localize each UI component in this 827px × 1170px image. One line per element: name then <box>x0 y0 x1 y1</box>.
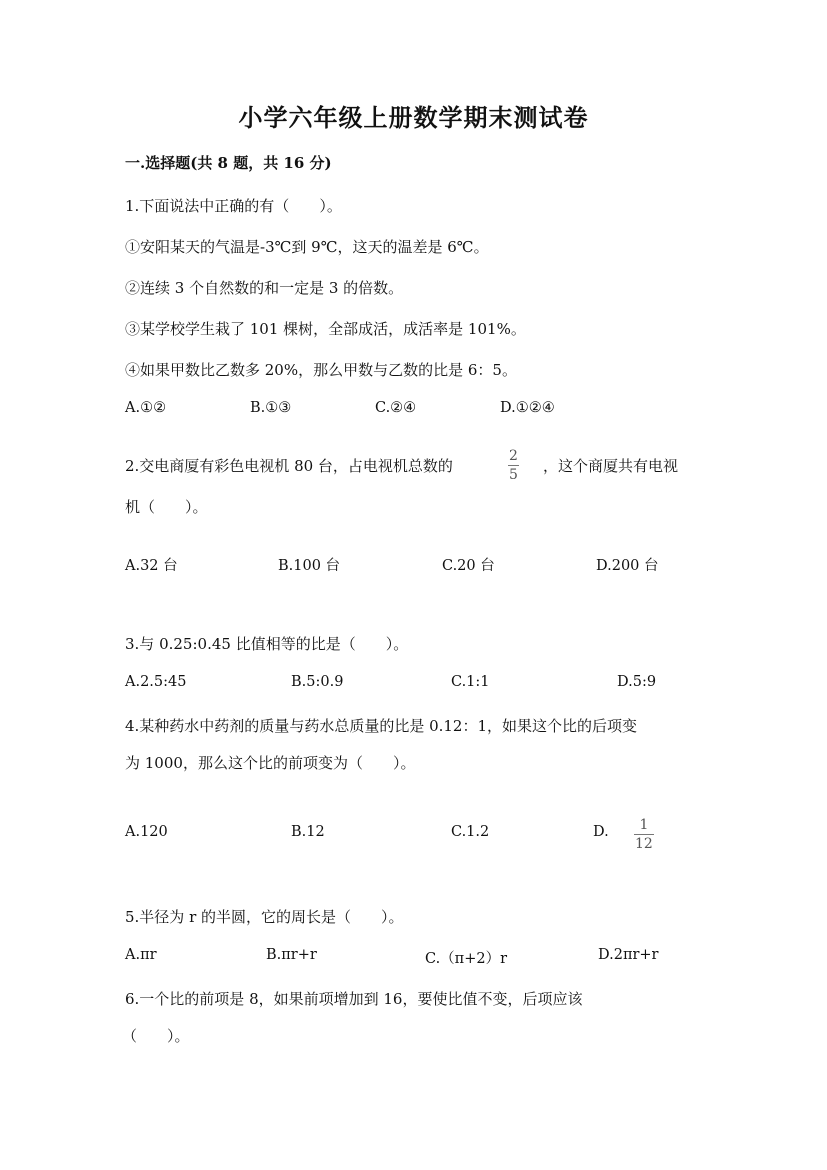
question-4-option-d: D. <box>593 824 609 840</box>
question-4-stem-part-1: 4.某种药水中药剂的质量与药水总质量的比是 0.12：1，如果这个比的后项变 <box>125 717 638 735</box>
question-1-statement-2: ②连续 3 个自然数的和一定是 3 的倍数。 <box>125 279 404 297</box>
question-2-stem-part-2: ，这个商厦共有电视 <box>543 457 679 475</box>
question-1-stem: 1.下面说法中正确的有（ ）。 <box>125 197 342 215</box>
question-2-fraction <box>508 448 519 483</box>
question-1-option-b: B.①③ <box>250 400 292 416</box>
question-6-stem-part-1: 6.一个比的前项是 8，如果前项增加到 16，要使比值不变，后项应该 <box>125 990 583 1008</box>
question-2-fraction-denominator: 5 <box>509 467 518 483</box>
question-5-stem: 5.半径为 r 的半圆，它的周长是（ ）。 <box>125 908 404 926</box>
question-1-option-c: C.②④ <box>375 400 417 416</box>
question-4-option-b: B.12 <box>291 824 325 840</box>
question-1-statement-1: ①安阳某天的气温是-3℃到 9℃，这天的温差是 6℃。 <box>125 238 489 256</box>
question-4-option-d-fraction <box>634 817 654 852</box>
question-5-option-c: C.（π+2）r <box>425 951 508 967</box>
question-2-fraction-numerator: 2 <box>509 448 518 464</box>
question-3-option-c: C.1:1 <box>451 674 490 690</box>
question-2-stem-part-3: 机（ ）。 <box>125 498 208 516</box>
question-1-option-d: D.①②④ <box>500 400 555 416</box>
section-heading: 一.选择题(共 8 题，共 16 分) <box>125 154 332 172</box>
question-1-statement-3: ③某学校学生栽了 101 棵树，全部成活，成活率是 101%。 <box>125 320 526 338</box>
question-4-fraction-numerator: 1 <box>639 817 649 833</box>
question-3-option-b: B.5:0.9 <box>291 674 344 690</box>
question-4-fraction-denominator: 12 <box>635 836 653 852</box>
question-5-option-d: D.2πr+r <box>598 947 659 963</box>
question-1-statement-4: ④如果甲数比乙数多 20%，那么甲数与乙数的比是 6：5。 <box>125 361 517 379</box>
question-2-option-d: D.200 台 <box>596 558 659 574</box>
question-2-option-c: C.20 台 <box>442 558 495 574</box>
question-3-stem: 3.与 0.25:0.45 比值相等的比是（ ）。 <box>125 635 409 653</box>
question-1-option-a: A.①② <box>125 400 167 416</box>
question-4-stem-part-2: 为 1000，那么这个比的前项变为（ ）。 <box>125 754 416 772</box>
question-2-stem-part-1: 2.交电商厦有彩色电视机 80 台，占电视机总数的 <box>125 457 453 475</box>
question-2-option-a: A.32 台 <box>125 558 178 574</box>
question-4-option-a: A.120 <box>125 824 168 840</box>
question-2-option-b: B.100 台 <box>278 558 341 574</box>
question-3-option-a: A.2.5:45 <box>125 674 187 690</box>
page-title: 小学六年级上册数学期末测试卷 <box>238 103 589 132</box>
fraction-bar <box>508 465 519 466</box>
question-5-option-b: B.πr+r <box>266 947 317 963</box>
question-3-option-d: D.5:9 <box>617 674 657 690</box>
fraction-bar <box>634 834 654 835</box>
question-5-option-a: A.πr <box>125 947 157 963</box>
question-6-stem-part-2: （ ）。 <box>122 1027 190 1045</box>
question-4-option-c: C.1.2 <box>451 824 490 840</box>
